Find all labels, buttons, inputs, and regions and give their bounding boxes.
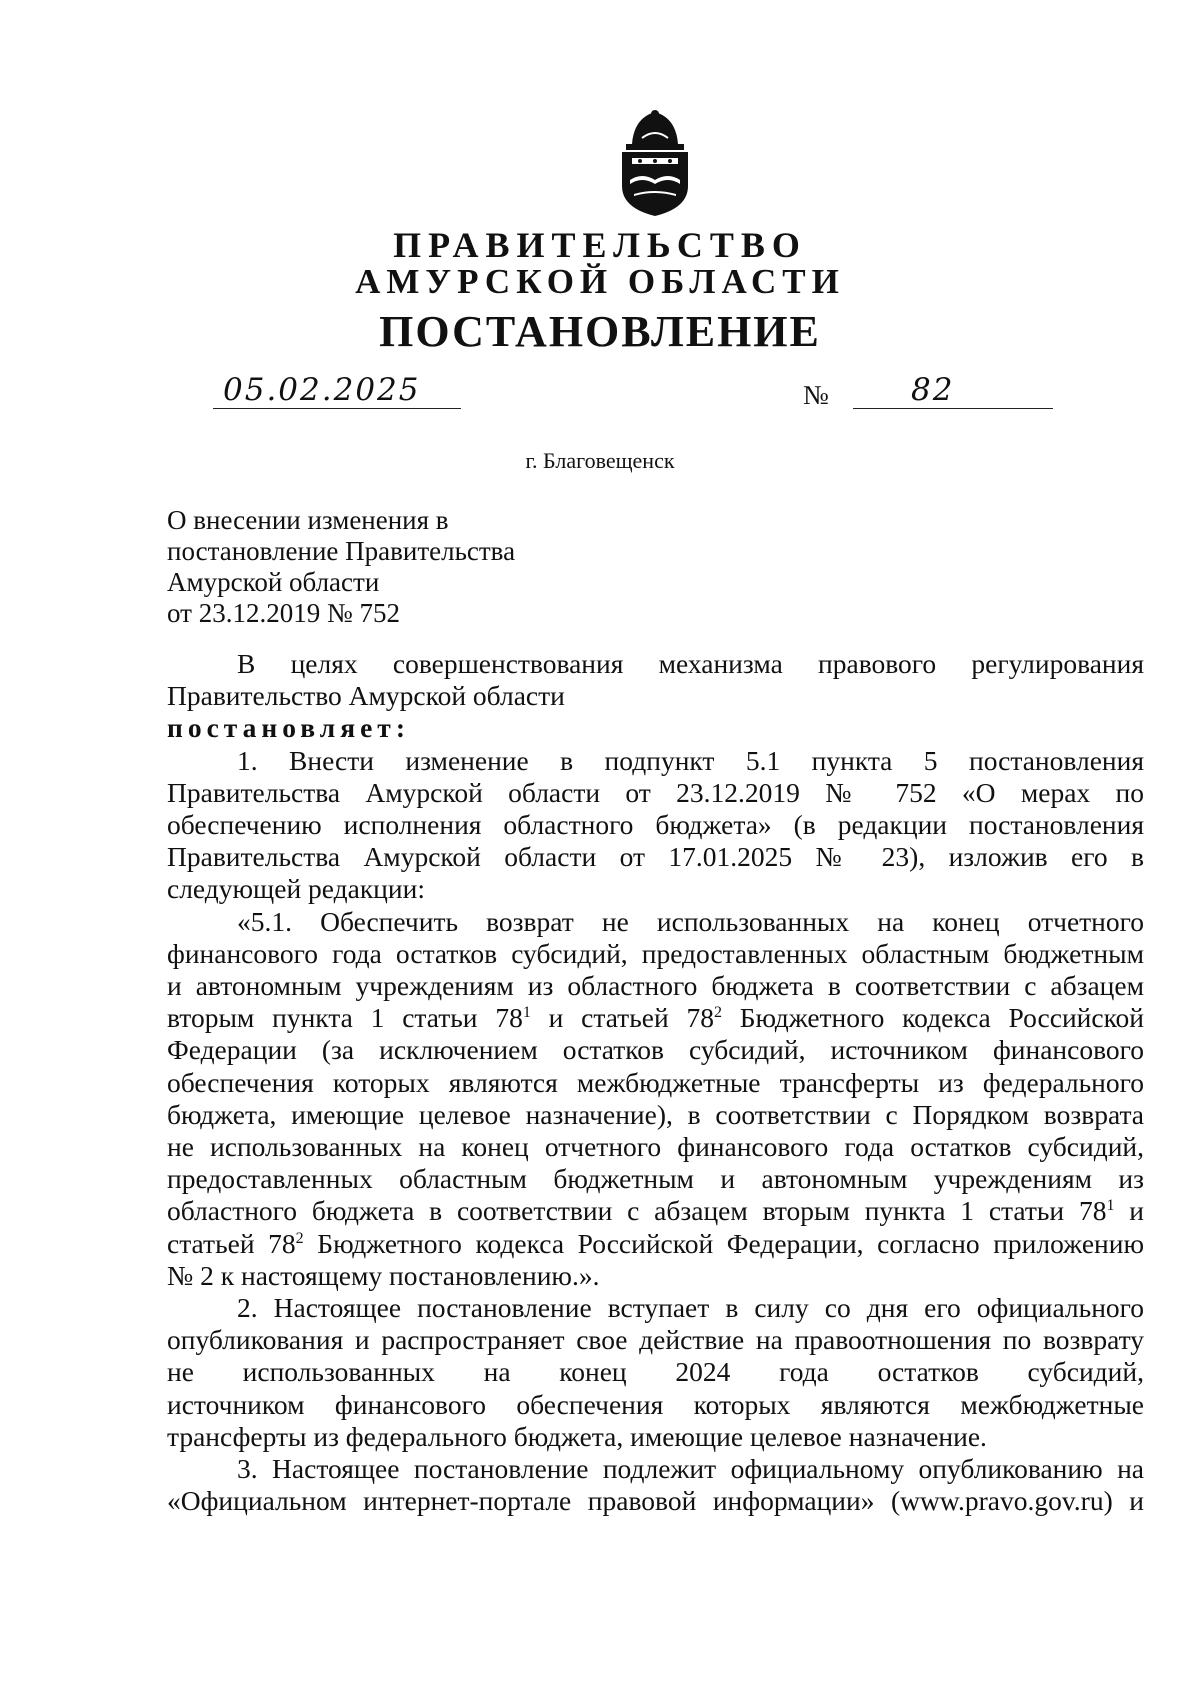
subject-line: Амурской области — [167, 567, 380, 597]
superscript: 1 — [522, 1004, 531, 1022]
quote-line: и автономным учреждениям из областного бюджета в соответствии с абзацем — [167, 970, 1144, 1002]
paragraph-3-line: 3. Настоящее постановление подлежит официальному опубликованию на — [237, 1453, 1144, 1485]
paragraph-2-line: трансферты из федерального бюджета, имеющие целевое назначение. — [167, 1420, 987, 1452]
paragraph-2-line: опубликования и распространяет свое действие на правоотношения по возврату — [167, 1324, 1144, 1356]
quote-line: «5.1. Обеспечить возврат не использованных на конец отчетного — [237, 905, 1144, 937]
number-label: № — [803, 380, 829, 410]
paragraph-1-line: обеспечению исполнения областного бюджета» (в редакции постановления — [167, 809, 1144, 841]
document-body — [167, 648, 1144, 1517]
document-type-title: ПОСТАНОВЛЕНИЕ — [379, 307, 821, 356]
quote-text: вторым пункта 1 статьи 78 — [167, 1002, 523, 1034]
paragraph-1-line: Правительства Амурской области от 17.01.2025 № 23), изложив его в — [167, 841, 1144, 873]
superscript: 2 — [713, 1004, 722, 1022]
subject-line: от 23.12.2019 № 752 — [167, 598, 400, 628]
coat-of-arms-emblem — [612, 108, 698, 218]
quote-text: и статьей 78 — [548, 1002, 714, 1034]
subject-line: постановление Правительства — [167, 536, 516, 566]
quote-line: № 2 к настоящему постановлению.». — [167, 1259, 600, 1291]
quote-line: Федерации (за исключением остатков субсидий, источником финансового — [167, 1034, 1144, 1066]
quote-line: предоставленных областным бюджетным и автономным учреждениям из — [167, 1163, 1144, 1195]
quote-line-with-superscripts — [167, 1002, 1144, 1034]
paragraph-1-line: следующей редакции: — [167, 873, 425, 905]
city-name: г. Благовещенск — [525, 448, 675, 473]
quote-text: областного бюджета в соответствии с абзацем вторым пункта 1 статьи 78 — [167, 1195, 1107, 1227]
intro-line: Правительство Амурской области — [167, 680, 565, 712]
quote-line: бюджета, имеющие целевое назначение), в соответствии с Порядком возврата — [167, 1098, 1144, 1130]
quote-line: обеспечения которых являются межбюджетные трансферты из федерального — [167, 1066, 1144, 1098]
paragraph-2-line: источником финансового обеспечения которых являются межбюджетные — [167, 1388, 1144, 1420]
paragraph-3-line: «Официальном интернет-портале правовой информации» (www.pravo.gov.ru) и — [167, 1485, 1144, 1517]
quote-text: Бюджетного кодекса Российской — [739, 1002, 1145, 1034]
paragraph-2-line: не использованных на конец 2024 года остатков субсидий, — [167, 1356, 1144, 1388]
document-subject — [167, 505, 515, 629]
quote-line: финансового года остатков субсидий, предоставленных областным бюджетным — [167, 937, 1144, 969]
quote-text: статьей 78 — [167, 1227, 296, 1259]
date-field — [213, 372, 461, 409]
intro-line: В целях совершенствования механизма правового регулирования — [237, 648, 1144, 679]
handwritten-number: 82 — [911, 372, 955, 408]
number-field — [853, 372, 1053, 409]
handwritten-date: 05.02.2025 — [223, 372, 421, 408]
resolves-word: постановляет: — [167, 712, 410, 744]
quote-text: Бюджетного кодекса Российской Федерации, согласно приложению — [317, 1227, 1145, 1259]
paragraph-2-line: 2. Настоящее постановление вступает в силу со дня его официального — [237, 1292, 1144, 1324]
paragraph-1-line: Правительства Амурской области от 23.12.2019 № 752 «О мерах по — [167, 776, 1144, 808]
quote-line-with-superscripts — [167, 1228, 1144, 1260]
government-title: ПРАВИТЕЛЬСТВО — [393, 225, 807, 265]
subject-line: О внесении изменения в — [167, 505, 449, 535]
quote-text: и — [1129, 1195, 1144, 1227]
quote-line-with-superscripts — [167, 1195, 1144, 1227]
superscript: 2 — [295, 1229, 304, 1247]
paragraph-1-line: 1. Внести изменение в подпункт 5.1 пункта 5 постановления — [237, 744, 1144, 776]
quote-line: не использованных на конец отчетного финансового года остатков субсидий, — [167, 1131, 1144, 1163]
superscript: 1 — [1106, 1197, 1115, 1215]
region-title: АМУРСКОЙ ОБЛАСТИ — [355, 262, 845, 301]
